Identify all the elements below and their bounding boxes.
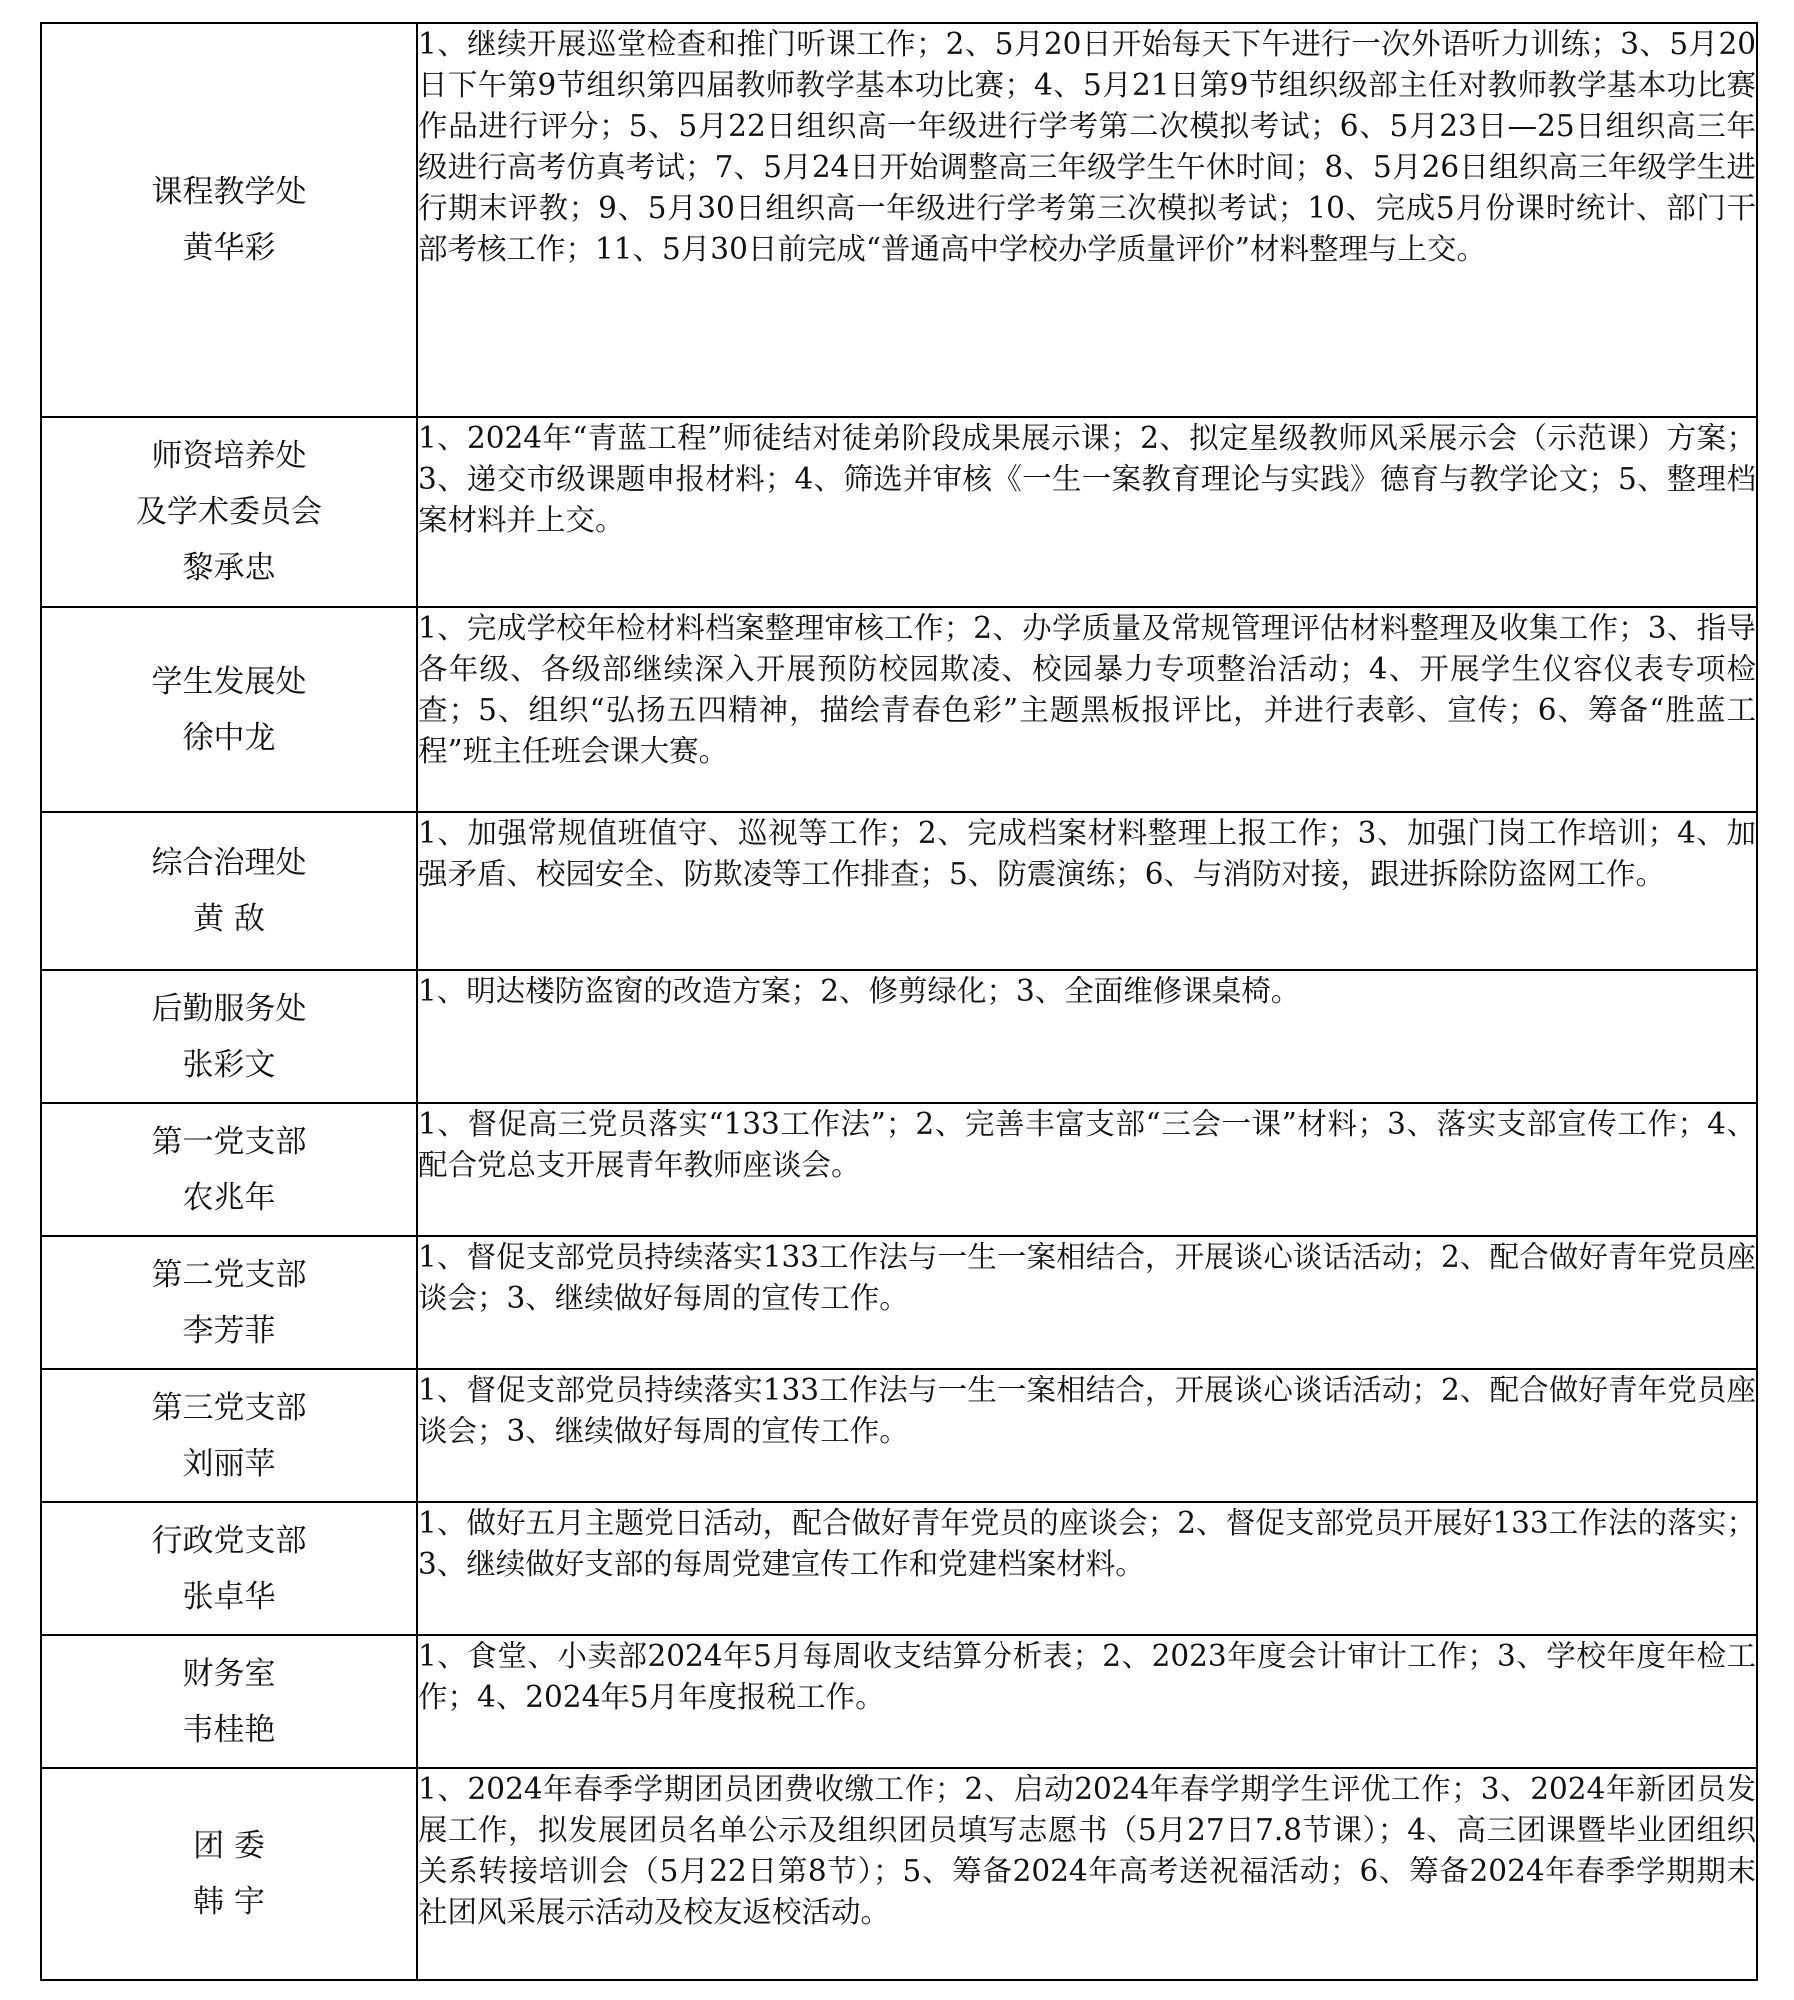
table-row [41, 1369, 1757, 1502]
responsible-person: 张彩文 [182, 1046, 276, 1083]
task-description: 1、2024年“青蓝工程”师徒结对徒弟阶段成果展示课；2、拟定星级教师风采展示会（示范课）方案；3、递交市级课题申报材料；4、筛选并审核《一生一案教育理论与实践》德育与教学论文；5、整理档案材料并上交。 [417, 417, 1757, 607]
task-description: 1、做好五月主题党日活动，配合做好青年党员的座谈会；2、督促支部党员开展好133工作法的落实；3、继续做好支部的每周党建宣传工作和党建档案材料。 [417, 1502, 1757, 1635]
responsible-person: 黄华彩 [182, 230, 276, 266]
table-row [41, 1768, 1757, 1980]
table-row [41, 1236, 1757, 1369]
responsible-person: 张卓华 [182, 1578, 276, 1615]
department-name: 综合治理处 [151, 845, 307, 881]
department-cell [41, 417, 417, 607]
department-cell [41, 23, 417, 417]
department-cell [41, 607, 417, 812]
task-description: 1、督促支部党员持续落实133工作法与一生一案相结合，开展谈心谈话活动；2、配合做好青年党员座谈会；3、继续做好每周的宣传工作。 [417, 1236, 1757, 1369]
department-cell [41, 1768, 417, 1980]
task-description: 1、完成学校年检材料档案整理审核工作；2、办学质量及常规管理评估材料整理及收集工作；3、指导各年级、各级部继续深入开展预防校园欺凌、校园暴力专项整治活动；4、开展学生仪容仪表专项检查；5、组织“弘扬五四精神，描绘青春色彩”主题黑板报评比，并进行表彰、宣传；6、筹备“胜蓝工程”班主任班会课大赛。 [417, 607, 1757, 812]
table-row [41, 607, 1757, 812]
task-description: 1、食堂、小卖部2024年5月每周收支结算分析表；2、2023年度会计审计工作；3、学校年度年检工作；4、2024年5月年度报税工作。 [417, 1635, 1757, 1768]
department-name-line-2: 及学术委员会 [136, 494, 322, 530]
responsible-person: 刘丽苹 [182, 1445, 276, 1482]
table-row [41, 1103, 1757, 1236]
department-cell [41, 1103, 417, 1236]
work-plan-sheet [40, 22, 1758, 1981]
responsible-person: 黄 敌 [193, 901, 265, 937]
department-name: 团 委 [193, 1828, 265, 1864]
task-description: 1、督促支部党员持续落实133工作法与一生一案相结合，开展谈心谈话活动；2、配合做好青年党员座谈会；3、继续做好每周的宣传工作。 [417, 1369, 1757, 1502]
department-name: 师资培养处 [151, 438, 307, 474]
responsible-person: 农兆年 [182, 1179, 276, 1216]
department-name: 第二党支部 [151, 1256, 307, 1293]
table-row [41, 970, 1757, 1103]
responsible-person: 黎承忠 [182, 550, 276, 586]
department-name: 第三党支部 [151, 1389, 307, 1426]
task-description: 1、明达楼防盗窗的改造方案；2、修剪绿化；3、全面维修课桌椅。 [417, 970, 1757, 1103]
task-description: 1、2024年春季学期团员团费收缴工作；2、启动2024年春学期学生评优工作；3、2024年新团员发展工作，拟发展团员名单公示及组织团员填写志愿书（5月27日7.8节课）；4、高三团课暨毕业团组织关系转接培训会（5月22日第8节）；5、筹备2024年高考送祝福活动；6、筹备2024年春季学期期末社团风采展示活动及校友返校活动。 [417, 1768, 1757, 1980]
work-plan-table [40, 22, 1758, 1981]
task-description: 1、继续开展巡堂检查和推门听课工作；2、5月20日开始每天下午进行一次外语听力训练；3、5月20日下午第9节组织第四届教师教学基本功比赛；4、5月21日第9节组织级部主任对教师教学基本功比赛作品进行评分；5、5月22日组织高一年级进行学考第二次模拟考试；6、5月23日—25日组织高三年级进行高考仿真考试；7、5月24日开始调整高三年级学生午休时间；8、5月26日组织高三年级学生进行期末评教；9、5月30日组织高一年级进行学考第三次模拟考试；10、完成5月份课时统计、部门干部考核工作；11、5月30日前完成“普通高中学校办学质量评价”材料整理与上交。 [417, 23, 1757, 417]
department-name: 课程教学处 [151, 174, 307, 210]
responsible-person: 徐中龙 [182, 719, 276, 756]
department-name: 后勤服务处 [151, 990, 307, 1027]
responsible-person: 李芳菲 [182, 1312, 276, 1349]
table-row [41, 1502, 1757, 1635]
task-description: 1、督促高三党员落实“133工作法”；2、完善丰富支部“三会一课”材料；3、落实支部宣传工作；4、配合党总支开展青年教师座谈会。 [417, 1103, 1757, 1236]
department-cell [41, 1236, 417, 1369]
department-cell [41, 970, 417, 1103]
department-cell [41, 1502, 417, 1635]
table-row [41, 812, 1757, 970]
table-row [41, 1635, 1757, 1768]
department-cell [41, 1369, 417, 1502]
responsible-person: 韩 宇 [193, 1884, 265, 1920]
department-cell [41, 1635, 417, 1768]
responsible-person: 韦桂艳 [182, 1711, 276, 1748]
department-name: 财务室 [182, 1655, 276, 1692]
table-row [41, 417, 1757, 607]
table-row [41, 23, 1757, 417]
department-cell [41, 812, 417, 970]
department-name: 行政党支部 [151, 1522, 307, 1559]
department-name: 第一党支部 [151, 1123, 307, 1160]
department-name: 学生发展处 [151, 663, 307, 700]
task-description: 1、加强常规值班值守、巡视等工作；2、完成档案材料整理上报工作；3、加强门岗工作培训；4、加强矛盾、校园安全、防欺凌等工作排查；5、防震演练；6、与消防对接，跟进拆除防盗网工作。 [417, 812, 1757, 970]
